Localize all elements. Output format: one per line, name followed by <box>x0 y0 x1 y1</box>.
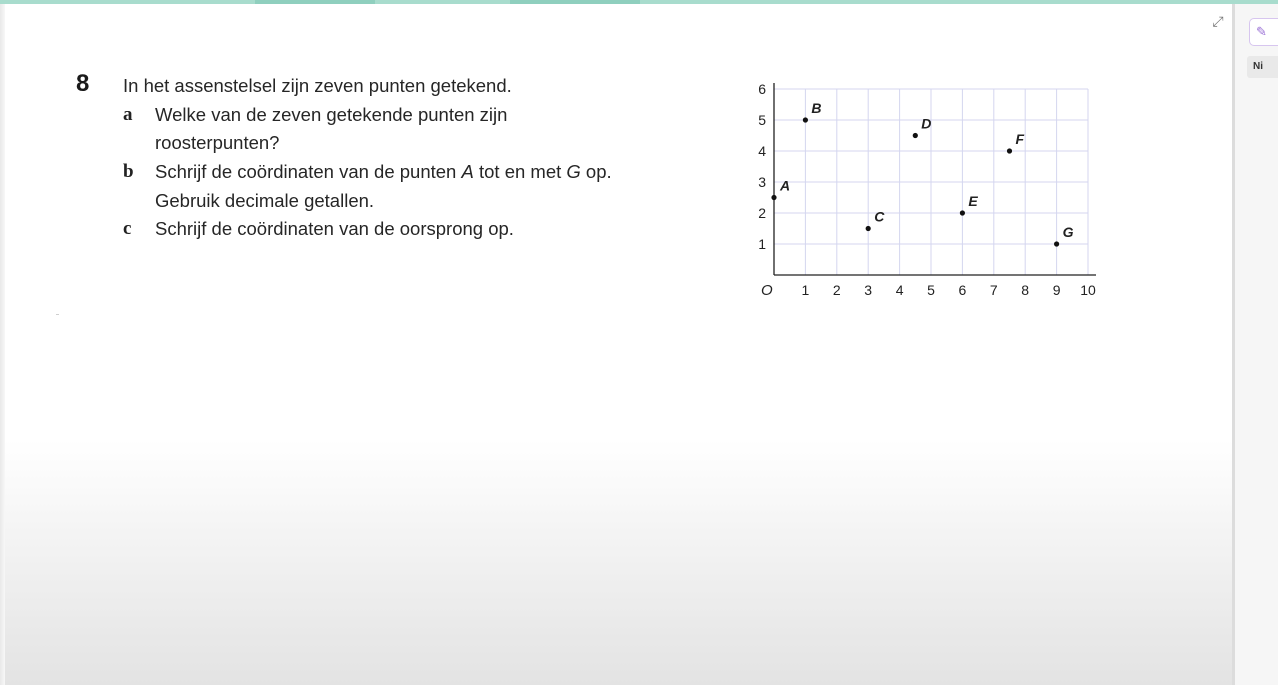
top-accent-segment <box>255 0 375 4</box>
right-side-panel <box>1232 4 1278 685</box>
left-edge <box>0 4 5 685</box>
y-tick-label: 4 <box>758 143 766 159</box>
question-letter-c: c <box>123 218 132 239</box>
x-tick-label: 1 <box>801 282 810 298</box>
question-a-line-2: roosterpunten? <box>155 132 280 153</box>
exercise-number: 8 <box>76 70 90 97</box>
x-tick-label: 3 <box>864 282 873 298</box>
coordinate-chart <box>740 72 1110 312</box>
x-tick-label: 8 <box>1021 282 1030 298</box>
question-b-line-2: Gebruik decimale getallen. <box>155 190 375 211</box>
point-a <box>771 195 776 200</box>
x-tick-label: 10 <box>1080 282 1096 298</box>
x-tick-label: 2 <box>832 282 841 298</box>
point-e <box>960 210 965 215</box>
point-label-b: B <box>811 100 822 116</box>
question-b-text-1: Schrijf de coördinaten van de punten <box>155 161 462 182</box>
question-b-text-3: op. <box>580 161 612 182</box>
point-b <box>803 117 808 122</box>
question-a-line-1: Welke van de zeven getekende punten zijn <box>155 104 508 125</box>
point-f <box>1007 148 1012 153</box>
exercise-intro: In het assenstelsel zijn zeven punten getekend. <box>123 75 512 96</box>
point-label-g: G <box>1062 224 1074 240</box>
y-tick-label: 6 <box>758 81 766 97</box>
point-label-c: C <box>874 208 885 225</box>
question-b-point-a: A <box>461 161 474 182</box>
side-tab-label[interactable]: Ni <box>1247 56 1278 78</box>
question-b-line-1 <box>155 161 612 183</box>
question-b-point-g: G <box>566 161 581 182</box>
x-tick-label: 6 <box>958 282 967 298</box>
x-tick-label: 9 <box>1052 282 1061 298</box>
top-accent-bar <box>0 0 1278 4</box>
top-accent-segment <box>510 0 640 4</box>
edit-icon[interactable]: ✎ <box>1249 18 1278 46</box>
point-g <box>1054 241 1059 246</box>
point-label-d: D <box>921 115 932 132</box>
x-tick-label: 7 <box>989 282 998 298</box>
point-label-a: A <box>780 177 791 194</box>
question-letter-a: a <box>123 104 133 125</box>
y-tick-label: 1 <box>758 236 766 252</box>
point-label-e: E <box>968 193 978 209</box>
origin-label: O <box>761 282 773 299</box>
x-tick-label: 4 <box>895 282 904 298</box>
question-b-text-2: tot en met <box>473 161 567 182</box>
stray-mark <box>56 314 59 315</box>
y-tick-label: 5 <box>758 112 766 128</box>
point-d <box>913 133 918 138</box>
point-label-f: F <box>1015 131 1025 147</box>
question-c-line-1: Schrijf de coördinaten van de oorsprong op. <box>155 218 514 239</box>
x-tick-label: 5 <box>927 282 935 298</box>
expand-diagonal-icon[interactable]: ⤢ <box>1212 13 1224 29</box>
point-c <box>866 226 871 231</box>
y-tick-label: 2 <box>758 205 766 221</box>
question-letter-b: b <box>123 161 134 182</box>
y-tick-label: 3 <box>758 174 766 190</box>
